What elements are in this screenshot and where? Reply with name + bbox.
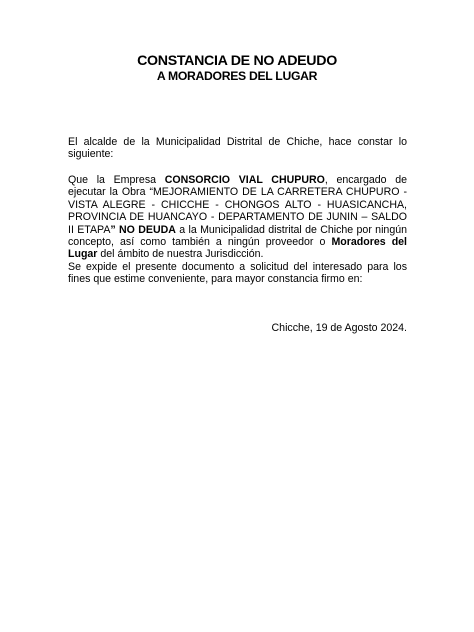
body-text-3: a la Municipalidad distrital de Chiche por ningún concepto, así como también a ningún proveedor o xyxy=(68,223,407,249)
moradores-text: Moradores del Lugar xyxy=(68,236,407,261)
body-text-2: , encargado de ejecutar la Obra “MEJORAMIENTO DE LA CARRETERA CHUPURO - VISTA ALEGRE - CHICCHE - CHONGOS ALTO - HUASICANCHA, PROVINCIA DE HUANCAYO - DEPARTAMENTO DE JUNIN – SALDO II ETAPA xyxy=(68,174,407,236)
company-name: CONSORCIO VIAL CHUPURO xyxy=(164,174,325,186)
body-paragraph xyxy=(68,174,407,261)
document-title: CONSTANCIA DE NO ADEUDO xyxy=(137,53,337,69)
no-deuda-text: ” NO DEUDA xyxy=(110,223,176,236)
document-date: Chicche, 19 de Agosto 2024. xyxy=(271,322,407,334)
intro-paragraph: El alcalde de la Municipalidad Distrital de Chiche, hace constar lo siguiente: xyxy=(68,136,407,161)
body-text-4: del ámbito de nuestra Jurisdicción. xyxy=(97,248,264,261)
document-subtitle: A MORADORES DEL LUGAR xyxy=(156,69,318,83)
closing-paragraph: Se expide el presente documento a solicitud del interesado para los fines que estime conveniente, para mayor constancia firmo en: xyxy=(68,261,407,286)
body-text-1: Que la Empresa xyxy=(68,174,165,186)
